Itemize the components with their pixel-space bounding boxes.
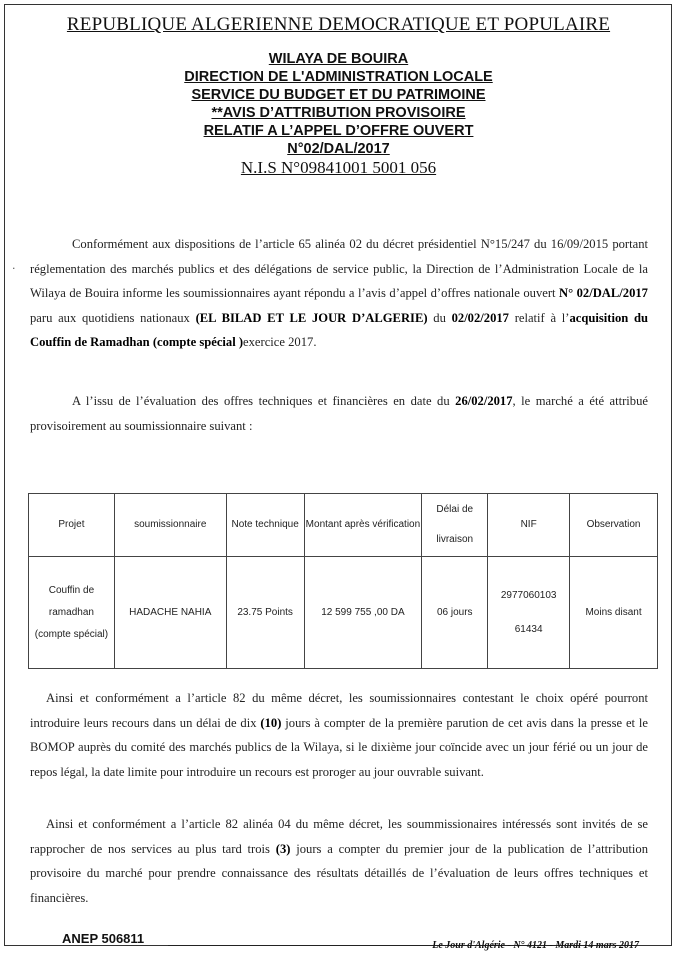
anep-reference: ANEP 506811 <box>62 931 145 946</box>
paragraph-4: Ainsi et conformément a l’article 82 alinéa 04 du même décret, les soummissionaires intéressés sont invités de se rapprocher de nos services au plus tard trois (3) jours a compter du premier jour de la publication de l’attribution provisoire du marché pour prendre connaissance des résultats détaillés de l’évaluation de leurs offres techniques et financières. <box>30 817 649 905</box>
header-nif: NIF <box>488 494 570 557</box>
header-observation: Observation <box>570 494 658 557</box>
paragraph-1: Conformément aux dispositions de l’article 65 alinéa 02 du décret présidentiel N°15/247 du 16/09/2015 portant réglementation des marchés publics et des délégations de service public, la Direction de l’Administration Locale de la Wilaya de Bouira informe les soumissionnaires ayant répondu a l’avis d’appel d’offres nationale ouvert N° 02/DAL/2017 paru aux quotidiens nationaux (EL BILAD ET LE JOUR D’ALGERIE) du 02/02/2017 relatif à l’acquisition du Couffin de Ramadhan (compte spécial )exercice 2017. <box>30 237 648 349</box>
header-note: Note technique <box>226 494 304 557</box>
header-service: SERVICE DU BUDGET ET DU PATRIMOINE <box>191 87 486 103</box>
tender-subject: acquisition du Couffin de Ramadhan (compte spécial ) <box>30 310 648 349</box>
cell-montant: 12 599 755 ,00 DA <box>304 557 422 669</box>
newspapers: (EL BILAD ET LE JOUR D’ALGERIE) <box>195 310 428 325</box>
paragraph-2: A l’issu de l’évaluation des offres techniques et financières en date du 26/02/2017, le marché a été attribué provisoirement au soumissionnaire suivant : <box>30 394 648 433</box>
table-row <box>29 557 658 669</box>
header-relatif: RELATIF A L’APPEL D’OFFRE OUVERT <box>203 123 474 139</box>
nis-number: N.I.S N°09841001 5001 056 <box>240 158 437 177</box>
newspaper-footer: Le Jour d'Algérie - N° 4121 - Mardi 14 mars 2017 <box>432 940 639 951</box>
header-soumissionnaire: soumissionnaire <box>114 494 226 557</box>
award-table <box>28 493 658 669</box>
cell-observation: Moins disant <box>570 557 658 669</box>
cell-nif: 2977060103 61434 <box>488 557 570 669</box>
cell-projet: Couffin de ramadhan (compte spécial) <box>29 557 115 669</box>
header-wilaya: WILAYA DE BOUIRA <box>268 51 409 67</box>
header-number: N°02/DAL/2017 <box>287 141 390 157</box>
evaluation-date: 26/02/2017 <box>455 394 513 408</box>
contact-days: (3) <box>275 841 291 856</box>
header-projet: Projet <box>29 494 115 557</box>
cell-delai: 06 jours <box>422 557 488 669</box>
paragraph-3: Ainsi et conformément a l’article 82 du même décret, les soumissionnaires contestant le choix opéré pourront introduire leurs recours dans un délai de dix (10) jours à compter de la première parution de cet avis dans la presse et le BOMOP auprès du comité des marchés publics de la Wilaya, si le dixième jour coïncide avec un jour férié ou un jour de repos légal, la date limite pour introduire un recours est proroger au jour ouvrable suivant. <box>30 691 649 779</box>
republic-title: REPUBLIQUE ALGERIENNE DEMOCRATIQUE ET POPULAIRE <box>66 14 611 35</box>
publication-date: 02/02/2017 <box>451 310 509 325</box>
cell-note: 23.75 Points <box>226 557 304 669</box>
appeal-days: (10) <box>260 715 282 730</box>
header-direction: DIRECTION DE L'ADMINISTRATION LOCALE <box>184 69 493 85</box>
header-delai: Délai de livraison <box>422 494 488 557</box>
tender-reference: N° 02/DAL/2017 <box>559 286 648 300</box>
header-avis: **AVIS D’ATTRIBUTION PROVISOIRE <box>211 105 466 121</box>
header-montant: Montant après vérification <box>304 494 422 557</box>
cell-soumissionnaire: HADACHE NAHIA <box>114 557 226 669</box>
margin-mark: · <box>12 262 16 275</box>
